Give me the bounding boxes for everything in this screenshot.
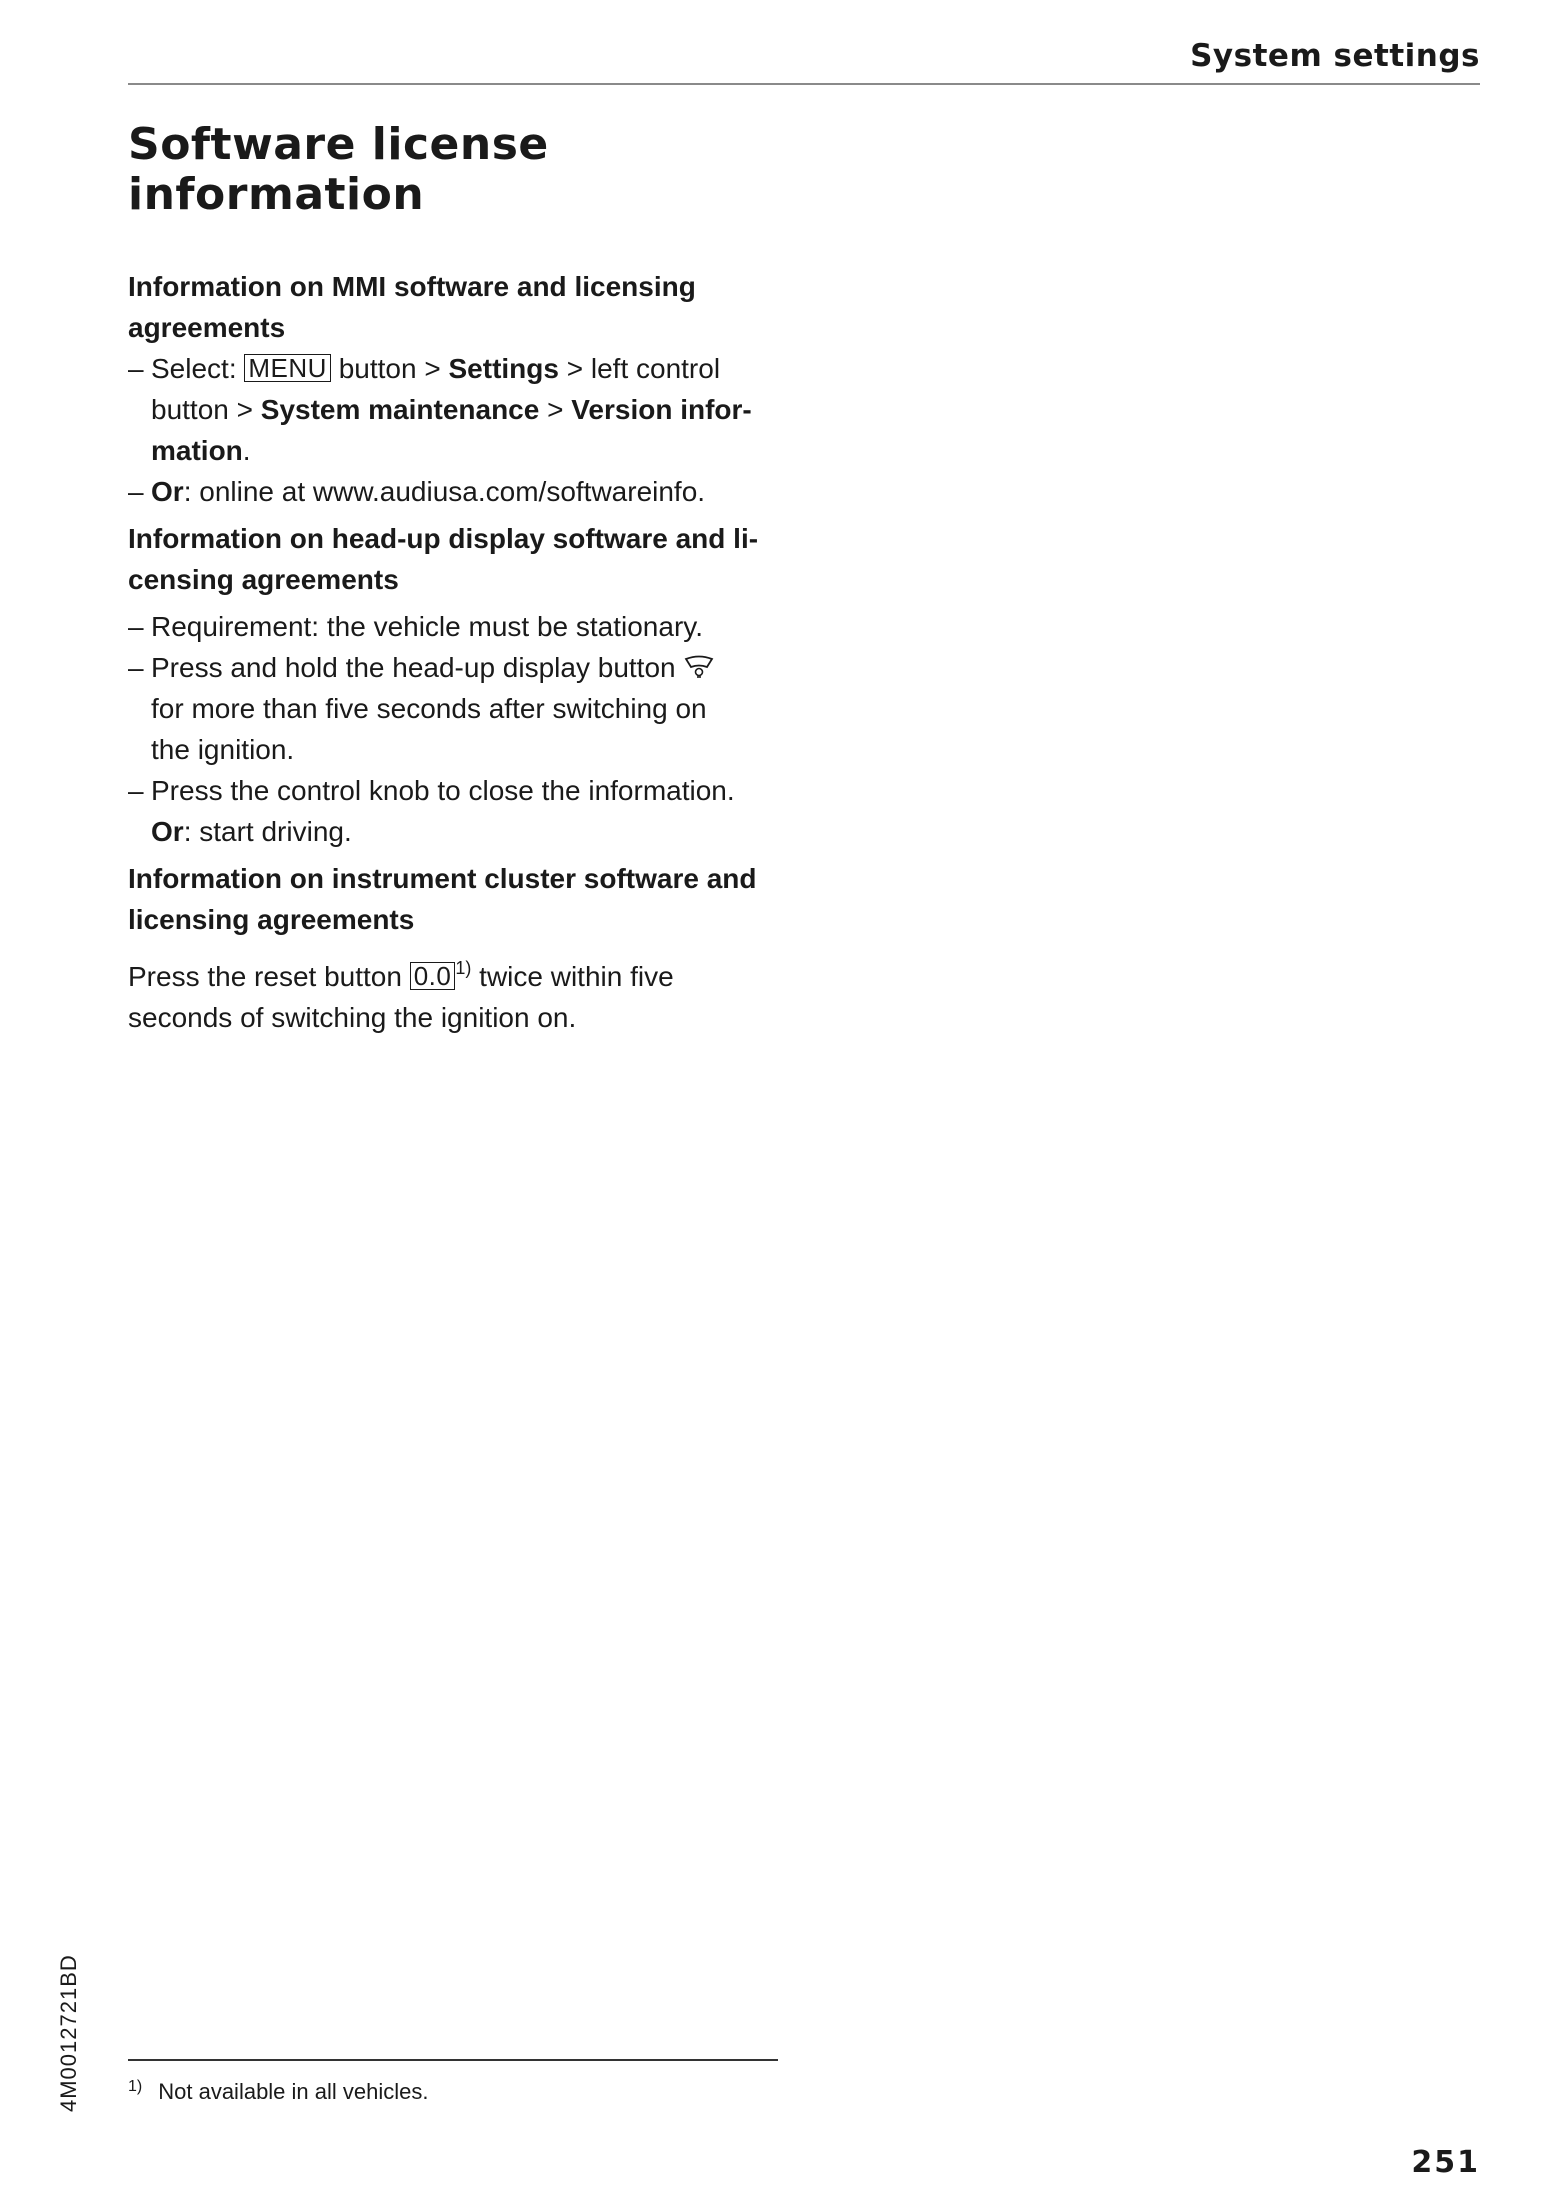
section-cluster <box>128 858 778 1038</box>
bullet-dash: – <box>128 775 144 806</box>
document-code: 4M0012721BD <box>56 1954 81 2112</box>
path-text: . <box>242 435 251 466</box>
online-text: : online at www.audiusa.com/softwareinfo. <box>183 476 706 507</box>
cluster-heading <box>128 858 778 940</box>
hud-heading <box>128 518 778 600</box>
hud-heading-line2: censing agreements <box>128 564 399 595</box>
bullet-dash: – <box>128 353 144 384</box>
or-label: Or <box>151 816 184 847</box>
version-info-label-a: Version infor- <box>571 394 752 425</box>
menu-key: MENU <box>244 354 331 382</box>
settings-label: Settings <box>448 353 559 384</box>
system-maintenance-label: System maintenance <box>260 394 540 425</box>
hud-step-requirement <box>128 606 778 647</box>
cluster-text3: seconds of switching the ignition on. <box>128 1002 577 1033</box>
press-hold-line2: for more than five seconds after switching on <box>151 693 707 724</box>
cluster-instructions <box>128 956 778 1038</box>
cluster-text2: twice within five <box>471 961 674 992</box>
path-text: button > <box>330 353 449 384</box>
hud-step-press-hold <box>128 647 778 770</box>
cluster-heading-line2: licensing agreements <box>128 904 415 935</box>
mmi-step-online <box>128 471 778 512</box>
mmi-heading <box>128 266 778 348</box>
page-title-line1: Software license <box>128 119 549 170</box>
footnote-ref: 1) <box>455 958 472 978</box>
page-number: 251 <box>1411 2145 1480 2180</box>
path-text: > left control <box>558 353 721 384</box>
or-label: Or <box>151 476 184 507</box>
footnote-text: Not available in all vehicles. <box>158 2079 429 2104</box>
requirement-text: Requirement: the vehicle must be stationary. <box>151 611 703 642</box>
mmi-step-select <box>128 348 778 471</box>
reset-key: 0.0 <box>410 962 456 990</box>
hud-heading-line1: Information on head-up display software and li- <box>128 523 759 554</box>
running-header: System settings <box>1190 38 1480 74</box>
path-text: > <box>539 394 572 425</box>
press-hold-line3: the ignition. <box>151 734 295 765</box>
page-title <box>128 120 748 220</box>
version-info-label-b: mation <box>151 435 243 466</box>
header-rule <box>128 83 1480 85</box>
head-up-display-icon <box>683 654 715 680</box>
mmi-heading-line1: Information on MMI software and licensing <box>128 271 696 302</box>
hud-step-close <box>128 770 778 852</box>
close-line2: : start driving. <box>183 816 352 847</box>
footnote-mark: 1) <box>128 2078 143 2095</box>
bullet-dash: – <box>128 611 144 642</box>
section-hud <box>128 518 778 852</box>
cluster-heading-line1: Information on instrument cluster software and <box>128 863 757 894</box>
mmi-heading-line2: agreements <box>128 312 286 343</box>
page-title-line2: information <box>128 169 425 220</box>
bullet-dash: – <box>128 476 144 507</box>
footnote-rule <box>128 2059 778 2061</box>
footnote <box>128 2078 429 2105</box>
select-label: Select: <box>151 353 245 384</box>
section-mmi <box>128 266 778 512</box>
bullet-dash: – <box>128 652 144 683</box>
cluster-text1: Press the reset button <box>128 961 410 992</box>
path-text: button > <box>151 394 261 425</box>
content-column <box>128 266 778 1038</box>
close-line1: Press the control knob to close the information. <box>151 775 735 806</box>
press-hold-line1: Press and hold the head-up display button <box>151 652 676 683</box>
